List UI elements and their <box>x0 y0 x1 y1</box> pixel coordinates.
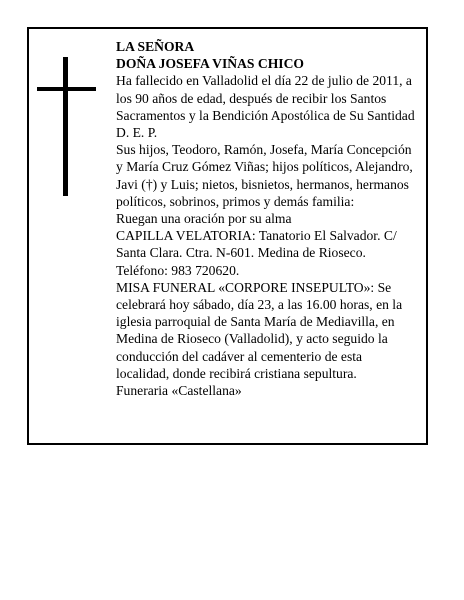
deceased-name: DOÑA JOSEFA VIÑAS CHICO <box>116 56 304 72</box>
funeral-home: Funeraria «Castellana» <box>116 383 242 399</box>
family-list: Sus hijos, Teodoro, Ramón, Josefa, María Concepción y María Cruz Gómez Viñas; hijos políticos, Alejandro, Javi (†) y Luis; nietos, bisnietos, hermanos, hermanos políticos, sobrinos, primos y demás familia: <box>116 142 413 209</box>
cross-horizontal-bar <box>37 87 96 91</box>
obituary-text <box>116 38 416 399</box>
notice-title: LA SEÑORA <box>116 39 195 54</box>
prayer-request: Ruegan una oración por su alma <box>116 211 292 227</box>
cross-vertical-bar <box>63 57 68 196</box>
funeral-mass-info: MISA FUNERAL «CORPORE INSEPULTO»: Se celebrará hoy sábado, día 23, a las 16.00 horas, en la iglesia parroquial de Santa María de Mediavilla, en Medina de Rioseco (Valladolid), y acto seguido la conducción del cadáver al cementerio de esta localidad, donde recibirá cristiana sepultura. <box>116 279 403 381</box>
phone-number: Teléfono: 983 720620. <box>116 262 240 278</box>
wake-location: CAPILLA VELATORIA: Tanatorio El Salvador. C/ Santa Clara. Ctra. N-601. Medina de Rioseco. <box>116 228 397 261</box>
death-announcement: Ha fallecido en Valladolid el día 22 de julio de 2011, a los 90 años de edad, después de recibir los Santos Sacramentos y la Bendición Apostólica de Su Santidad D. E. P. <box>116 73 415 141</box>
